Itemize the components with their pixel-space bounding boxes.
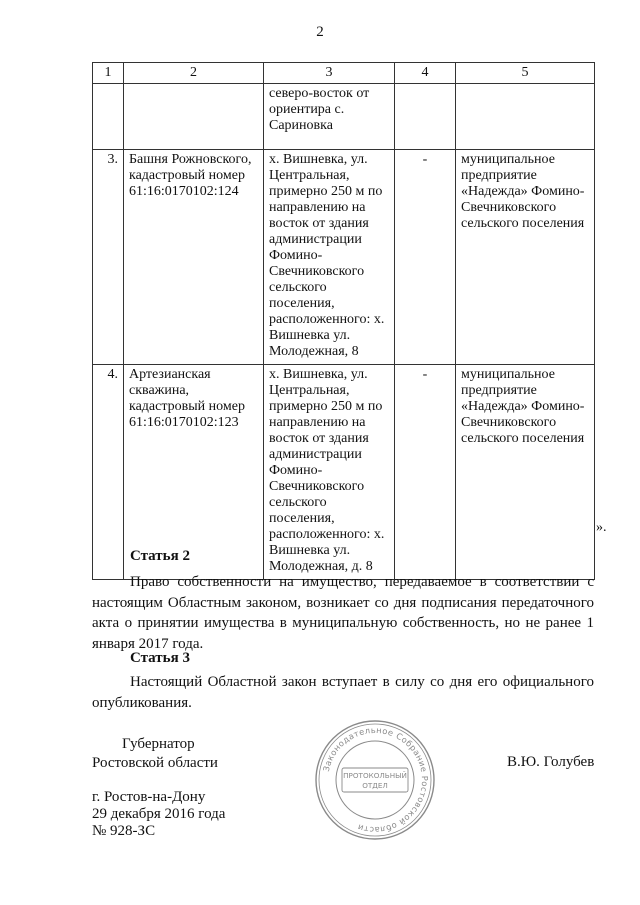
table-header-cell: 2	[124, 63, 264, 84]
object-characteristics	[395, 84, 456, 150]
date: 29 декабря 2016 года	[92, 806, 226, 822]
recipient	[456, 84, 595, 150]
table-header-cell: 1	[93, 63, 124, 84]
signatory-title	[92, 735, 218, 773]
table-row	[93, 84, 595, 150]
object-name	[124, 84, 264, 150]
page-number: 2	[316, 24, 324, 40]
object-name: Артезианская скважина, кадастровый номер 61:16:0170102:123	[124, 365, 264, 580]
object-address: северо-восток от ориентира с. Сариновка	[264, 84, 395, 150]
signatory-title-line1: Губернатор	[122, 736, 195, 752]
table-header-cell: 4	[395, 63, 456, 84]
table-header-cell: 5	[456, 63, 595, 84]
place-and-date	[92, 789, 225, 840]
row-number	[93, 84, 124, 150]
table-header-cell: 3	[264, 63, 395, 84]
article-2-text: Право собственности на имущество, передаваемое в соответствии с настоящим Областным законом, возникает со дня подписания передаточного акта о принятии имущества в муниципальную собственность, но не ранее 1 января 2017 года.	[92, 574, 594, 652]
row-number: 4.	[93, 365, 124, 580]
stamp-center-line1: ПРОТОКОЛЬНЫЙ	[343, 771, 407, 780]
table-row	[93, 150, 595, 365]
row-number: 3.	[93, 150, 124, 365]
signatory-name: В.Ю. Голубев	[507, 754, 595, 770]
signatory-title-line2: Ростовской области	[92, 755, 218, 771]
article-3-text: Настоящий Областной закон вступает в силу со дня его официального опубликования.	[92, 674, 594, 711]
table-header-row	[93, 63, 595, 84]
object-address: х. Вишневка, ул. Центральная, примерно 250 м по направлению на восток от здания администрации Фомино-Свечниковского сельского поселения, расположенного: х. Вишневка ул. Молодежная, 8	[264, 150, 395, 365]
object-address: х. Вишневка, ул. Центральная, примерно 250 м по направлению на восток от здания администрации Фомино-Свечниковского сельского поселения, расположенного: х. Вишневка ул. Молодежная, д. 8	[264, 365, 395, 580]
object-characteristics: -	[395, 150, 456, 365]
city: г. Ростов-на-Дону	[92, 789, 206, 805]
stamp-center-line2: ОТДЕЛ	[362, 781, 388, 790]
closing-quote-mark: ».	[596, 520, 607, 535]
law-number: № 928-ЗС	[92, 823, 156, 839]
object-name: Башня Рожновского, кадастровый номер 61:16:0170102:124	[124, 150, 264, 365]
object-characteristics: -	[395, 365, 456, 580]
article-3-heading: Статья 3	[130, 650, 190, 666]
recipient: муниципальное предприятие «Надежда» Фомино-Свечниковского сельского поселения	[456, 150, 595, 365]
property-table	[92, 62, 595, 580]
official-stamp	[313, 718, 437, 842]
article-2-heading: Статья 2	[130, 548, 190, 564]
recipient: муниципальное предприятие «Надежда» Фомино-Свечниковского сельского поселения	[456, 365, 595, 580]
stamp-ring-text: Законодательное Собрание Ростовской области	[320, 724, 431, 836]
